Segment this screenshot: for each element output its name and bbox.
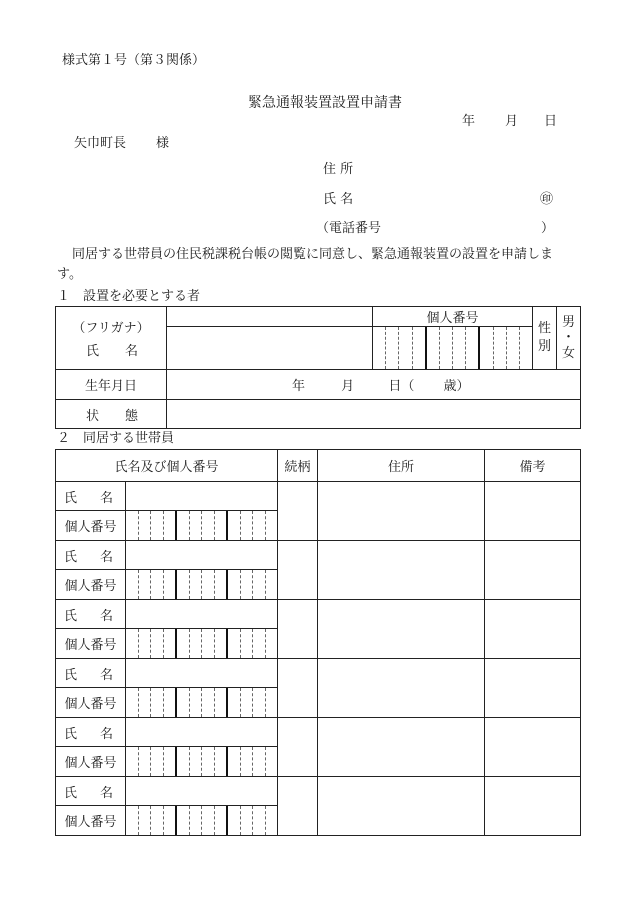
furigana-label: （フリガナ）: [72, 321, 150, 336]
gender-label-cell: [533, 307, 557, 370]
member-individual-number-input[interactable]: [126, 747, 278, 777]
member-row: [56, 541, 581, 570]
member-number-label: 個人番号: [56, 629, 126, 659]
member-name-input[interactable]: [126, 482, 278, 511]
birth-day-label: 日（: [388, 379, 415, 394]
col-relation: 続柄: [278, 450, 318, 482]
member-remarks-input[interactable]: [485, 659, 581, 718]
gender-label-a: 性: [537, 320, 551, 336]
member-name-label-a: 氏: [64, 726, 78, 742]
household-table: [55, 449, 581, 836]
member-remarks-input[interactable]: [485, 777, 581, 836]
member-name-label-b: 名: [99, 549, 113, 565]
phone-close: ）: [541, 221, 555, 236]
date-year-label: 年: [462, 114, 476, 129]
member-name-label: [56, 777, 126, 806]
member-name-label-a: 氏: [64, 549, 78, 565]
gender-female: 女: [561, 345, 575, 361]
member-number-label: 個人番号: [56, 570, 126, 600]
applicant-name-input[interactable]: [167, 327, 373, 370]
col-address: 住所: [318, 450, 485, 482]
member-name-label: [56, 482, 126, 511]
member-name-input[interactable]: [126, 541, 278, 570]
member-address-input[interactable]: [318, 541, 485, 600]
member-name-label-b: 名: [99, 785, 113, 801]
statement-line-1: 同居する世帯員の住民税課税台帳の閲覧に同意し、緊急通報装置の設置を申請しま: [72, 247, 554, 262]
col-remarks: 備考: [485, 450, 581, 482]
member-name-label-b: 名: [99, 608, 113, 624]
birth-month-label: 月: [341, 379, 355, 394]
member-name-label-a: 氏: [64, 785, 78, 801]
status-input[interactable]: [167, 400, 581, 429]
gender-label-b: 別: [537, 339, 551, 354]
member-name-input[interactable]: [126, 718, 278, 747]
member-remarks-input[interactable]: [485, 482, 581, 541]
status-label-cell: [56, 400, 167, 429]
member-relation-input[interactable]: [278, 659, 318, 718]
member-number-label: 個人番号: [56, 688, 126, 718]
member-relation-input[interactable]: [278, 541, 318, 600]
status-label-a: 状: [86, 408, 100, 424]
birth-date-label: 生年月日: [56, 370, 167, 400]
member-address-input[interactable]: [318, 777, 485, 836]
member-name-input[interactable]: [126, 600, 278, 629]
furigana-name-label-cell: [56, 307, 167, 370]
member-relation-input[interactable]: [278, 777, 318, 836]
member-address-input[interactable]: [318, 718, 485, 777]
member-address-input[interactable]: [318, 482, 485, 541]
section-2-heading: ２ 同居する世帯員: [57, 431, 175, 446]
member-name-label-a: 氏: [64, 490, 78, 506]
birth-age-label: 歳）: [443, 379, 470, 394]
member-individual-number-input[interactable]: [126, 511, 278, 541]
member-number-label: 個人番号: [56, 511, 126, 541]
member-number-label: 個人番号: [56, 806, 126, 836]
member-name-input[interactable]: [126, 659, 278, 688]
member-address-input[interactable]: [318, 600, 485, 659]
name-label-a: 氏: [86, 344, 100, 359]
member-row: [56, 777, 581, 806]
form-number: 様式第１号（第３関係）: [62, 53, 206, 68]
member-name-label-a: 氏: [64, 608, 78, 624]
date-day-label: 日: [544, 114, 558, 129]
member-remarks-input[interactable]: [485, 541, 581, 600]
gender-choice-cell[interactable]: [557, 307, 581, 370]
addressee-honorific: 様: [156, 136, 170, 151]
applicant-table: [55, 306, 581, 429]
member-name-label-b: 名: [99, 726, 113, 742]
gender-dot: ・: [561, 330, 575, 346]
applicant-individual-number-input[interactable]: [373, 327, 533, 370]
status-label-b: 態: [124, 408, 138, 424]
member-relation-input[interactable]: [278, 718, 318, 777]
member-individual-number-input[interactable]: [126, 629, 278, 659]
phone-label: （電話番号: [316, 221, 382, 236]
applicant-name-label: 氏 名: [323, 192, 354, 207]
member-name-input[interactable]: [126, 777, 278, 806]
member-name-label: [56, 718, 126, 747]
member-relation-input[interactable]: [278, 600, 318, 659]
member-individual-number-input[interactable]: [126, 688, 278, 718]
member-name-label: [56, 659, 126, 688]
individual-number-header: 個人番号: [373, 307, 533, 327]
member-row: [56, 718, 581, 747]
member-name-label-a: 氏: [64, 667, 78, 683]
member-individual-number-input[interactable]: [126, 806, 278, 836]
member-name-label-b: 名: [99, 667, 113, 683]
member-name-label: [56, 541, 126, 570]
member-name-label-b: 名: [99, 490, 113, 506]
birth-date-input[interactable]: [167, 370, 581, 400]
date-month-label: 月: [505, 114, 519, 129]
member-individual-number-input[interactable]: [126, 570, 278, 600]
col-name-number: 氏名及び個人番号: [56, 450, 278, 482]
seal-mark: ㊞: [540, 192, 554, 207]
gender-male: 男: [561, 314, 575, 330]
member-row: [56, 659, 581, 688]
section-1-heading: １ 設置を必要とする者: [57, 289, 201, 304]
applicant-address-label: 住 所: [323, 162, 354, 177]
addressee-name: 矢巾町長: [74, 136, 127, 151]
birth-year-label: 年: [292, 379, 306, 394]
member-row: [56, 600, 581, 629]
member-row: [56, 482, 581, 511]
statement-line-2: す。: [57, 267, 82, 282]
member-remarks-input[interactable]: [485, 600, 581, 659]
member-number-label: 個人番号: [56, 747, 126, 777]
member-relation-input[interactable]: [278, 482, 318, 541]
page-title: 緊急通報装置設置申請書: [248, 95, 402, 111]
name-label-b: 名: [124, 344, 138, 359]
member-address-input[interactable]: [318, 659, 485, 718]
furigana-input[interactable]: [167, 307, 373, 327]
member-remarks-input[interactable]: [485, 718, 581, 777]
member-name-label: [56, 600, 126, 629]
